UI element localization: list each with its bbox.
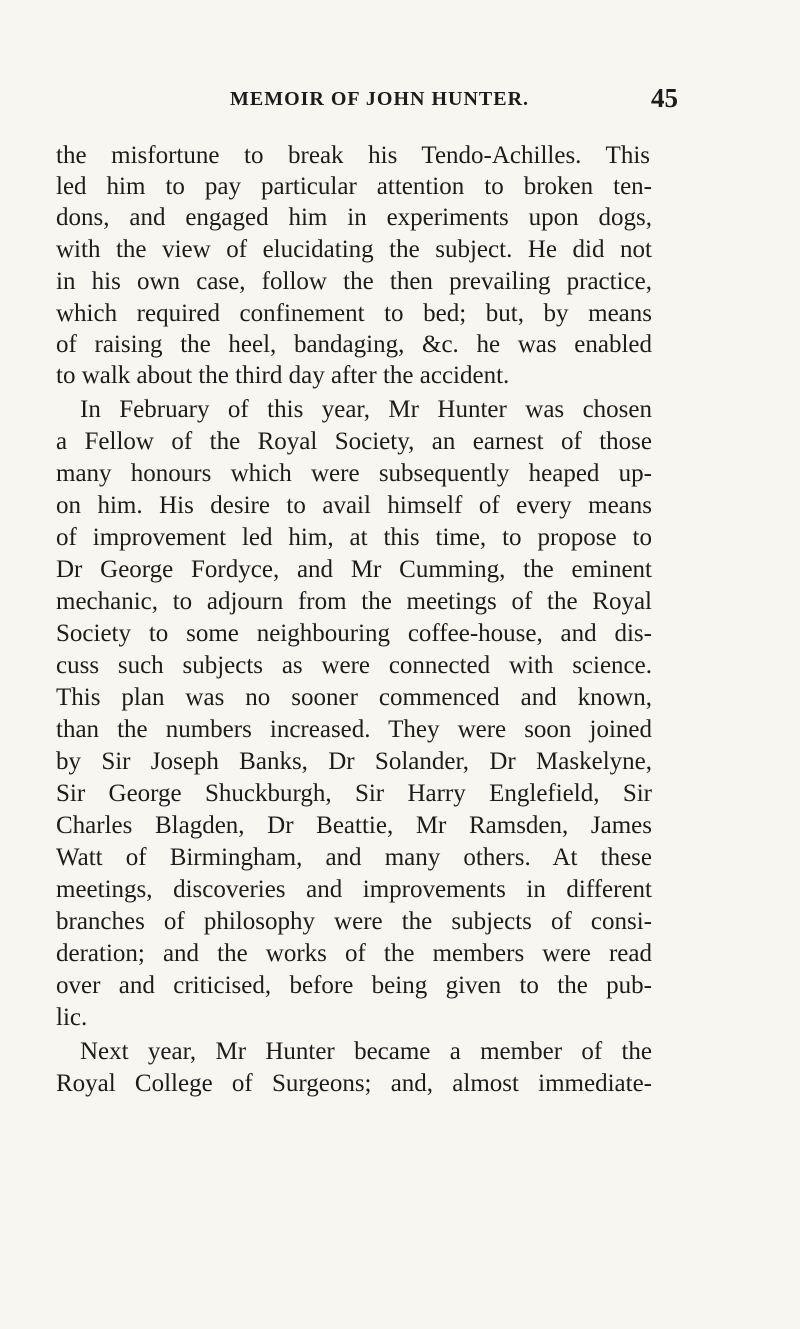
text-line: many honours which were subsequently heaped up- [56, 460, 652, 487]
text-line: a Fellow of the Royal Society, an earnest of those [56, 428, 652, 455]
text-line: of improvement led him, at this time, to propose to [56, 524, 652, 551]
text-line: of raising the heel, bandaging, &c. he was enabled [56, 331, 652, 358]
text-line: dons, and engaged him in experiments upon dogs, [56, 204, 652, 231]
paragraph-start-line: Next year, Mr Hunter became a member of the [80, 1038, 652, 1065]
text-line: Dr George Fordyce, and Mr Cumming, the eminent [56, 556, 652, 583]
text-line: cuss such subjects as were connected with science. [56, 652, 652, 679]
text-line: Sir George Shuckburgh, Sir Harry Englefield, Sir [56, 780, 652, 807]
text-line: to walk about the third day after the accident. [56, 362, 510, 389]
text-line: with the view of elucidating the subject. He did not [56, 236, 652, 263]
text-line: mechanic, to adjourn from the meetings of the Royal [56, 588, 652, 615]
text-line: meetings, discoveries and improvements in different [56, 876, 652, 903]
text-line: the misfortune to break his Tendo-Achilles. This [56, 142, 650, 169]
text-line: deration; and the works of the members were read [56, 940, 652, 967]
text-line: which required confinement to bed; but, by means [56, 300, 652, 327]
text-line: Society to some neighbouring coffee-house, and dis- [56, 620, 652, 647]
text-line: Royal College of Surgeons; and, almost immediate- [56, 1070, 652, 1097]
text-line: in his own case, follow the then prevailing practice, [56, 268, 652, 295]
text-line: on him. His desire to avail himself of every means [56, 492, 652, 519]
text-line: branches of philosophy were the subjects of consi- [56, 908, 652, 935]
page-header [230, 83, 678, 128]
running-head: MEMOIR OF JOHN HUNTER. [230, 88, 530, 110]
text-line: led him to pay particular attention to broken ten- [56, 173, 652, 200]
text-line: over and criticised, before being given to the pub- [56, 972, 652, 999]
text-line: Charles Blagden, Dr Beattie, Mr Ramsden, James [56, 812, 652, 839]
text-line: lic. [56, 1004, 88, 1031]
text-line: This plan was no sooner commenced and known, [56, 684, 652, 711]
paragraph-start-line: In February of this year, Mr Hunter was chosen [80, 396, 652, 423]
text-line: than the numbers increased. They were soon joined [56, 716, 652, 743]
text-line: Watt of Birmingham, and many others. At these [56, 844, 652, 871]
text-line: by Sir Joseph Banks, Dr Solander, Dr Maskelyne, [56, 748, 652, 775]
page-number: 45 [651, 83, 678, 113]
